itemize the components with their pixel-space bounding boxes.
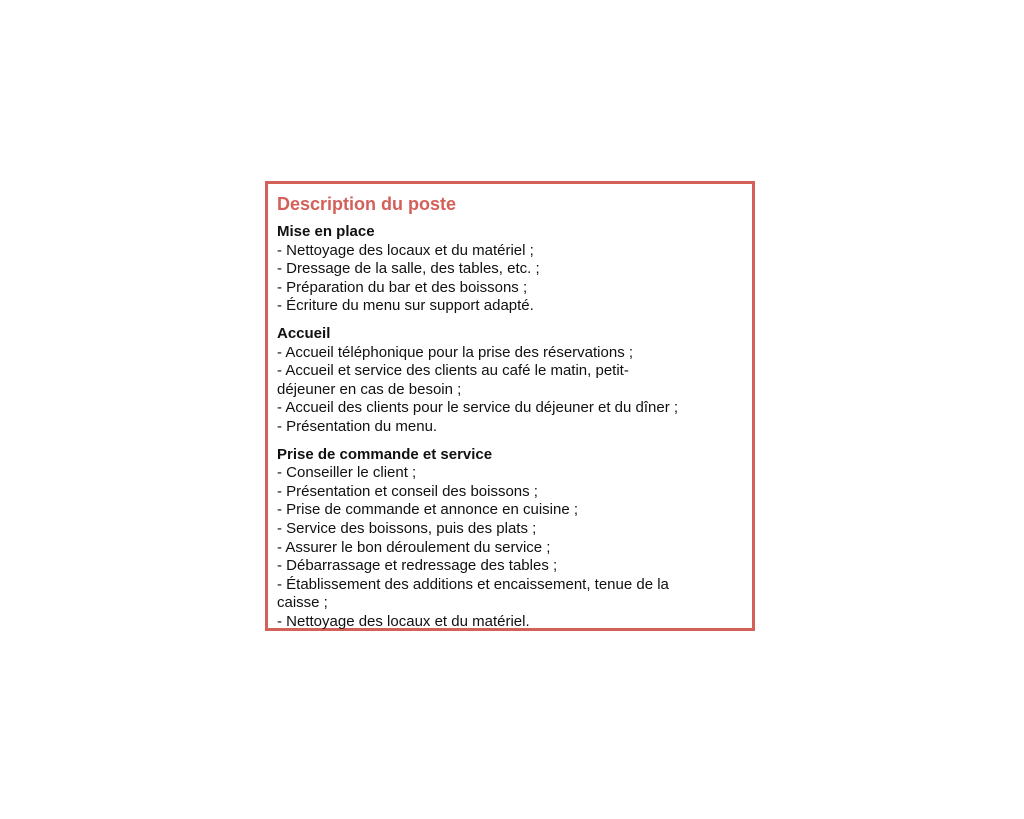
list-item: - Présentation et conseil des boissons ;: [277, 482, 538, 500]
section-prise-de-commande: [277, 446, 743, 632]
list-item: - Assurer le bon déroulement du service ;: [277, 538, 551, 556]
list-item: - Accueil des clients pour le service du déjeuner et du dîner ;: [277, 399, 679, 417]
list-item: - Débarrassage et redressage des tables ;: [277, 557, 558, 575]
list-item: - Conseiller le client ;: [277, 464, 417, 482]
list-item: caisse ;: [277, 594, 328, 612]
list-item: - Accueil téléphonique pour la prise des réservations ;: [277, 343, 634, 361]
section-mise-en-place: [277, 223, 743, 316]
list-item: - Prise de commande et annonce en cuisine ;: [277, 501, 579, 519]
list-item: - Nettoyage des locaux et du matériel ;: [277, 241, 534, 259]
section-accueil: [277, 325, 743, 437]
list-item: - Service des boissons, puis des plats ;: [277, 519, 537, 537]
section-heading: Accueil: [277, 324, 331, 342]
list-item: - Accueil et service des clients au café le matin, petit-: [277, 362, 629, 380]
section-heading: Prise de commande et service: [277, 445, 493, 463]
job-description-title: Description du poste: [277, 194, 457, 214]
list-item: - Nettoyage des locaux et du matériel.: [277, 612, 530, 630]
list-item: - Dressage de la salle, des tables, etc. ;: [277, 260, 540, 278]
list-item: - Présentation du menu.: [277, 417, 438, 435]
list-item: - Préparation du bar et des boissons ;: [277, 278, 528, 296]
job-description-box: [265, 181, 755, 631]
list-item: - Établissement des additions et encaissement, tenue de la: [277, 575, 669, 593]
list-item: - Écriture du menu sur support adapté.: [277, 297, 534, 315]
list-item: déjeuner en cas de besoin ;: [277, 380, 462, 398]
section-heading: Mise en place: [277, 223, 375, 240]
